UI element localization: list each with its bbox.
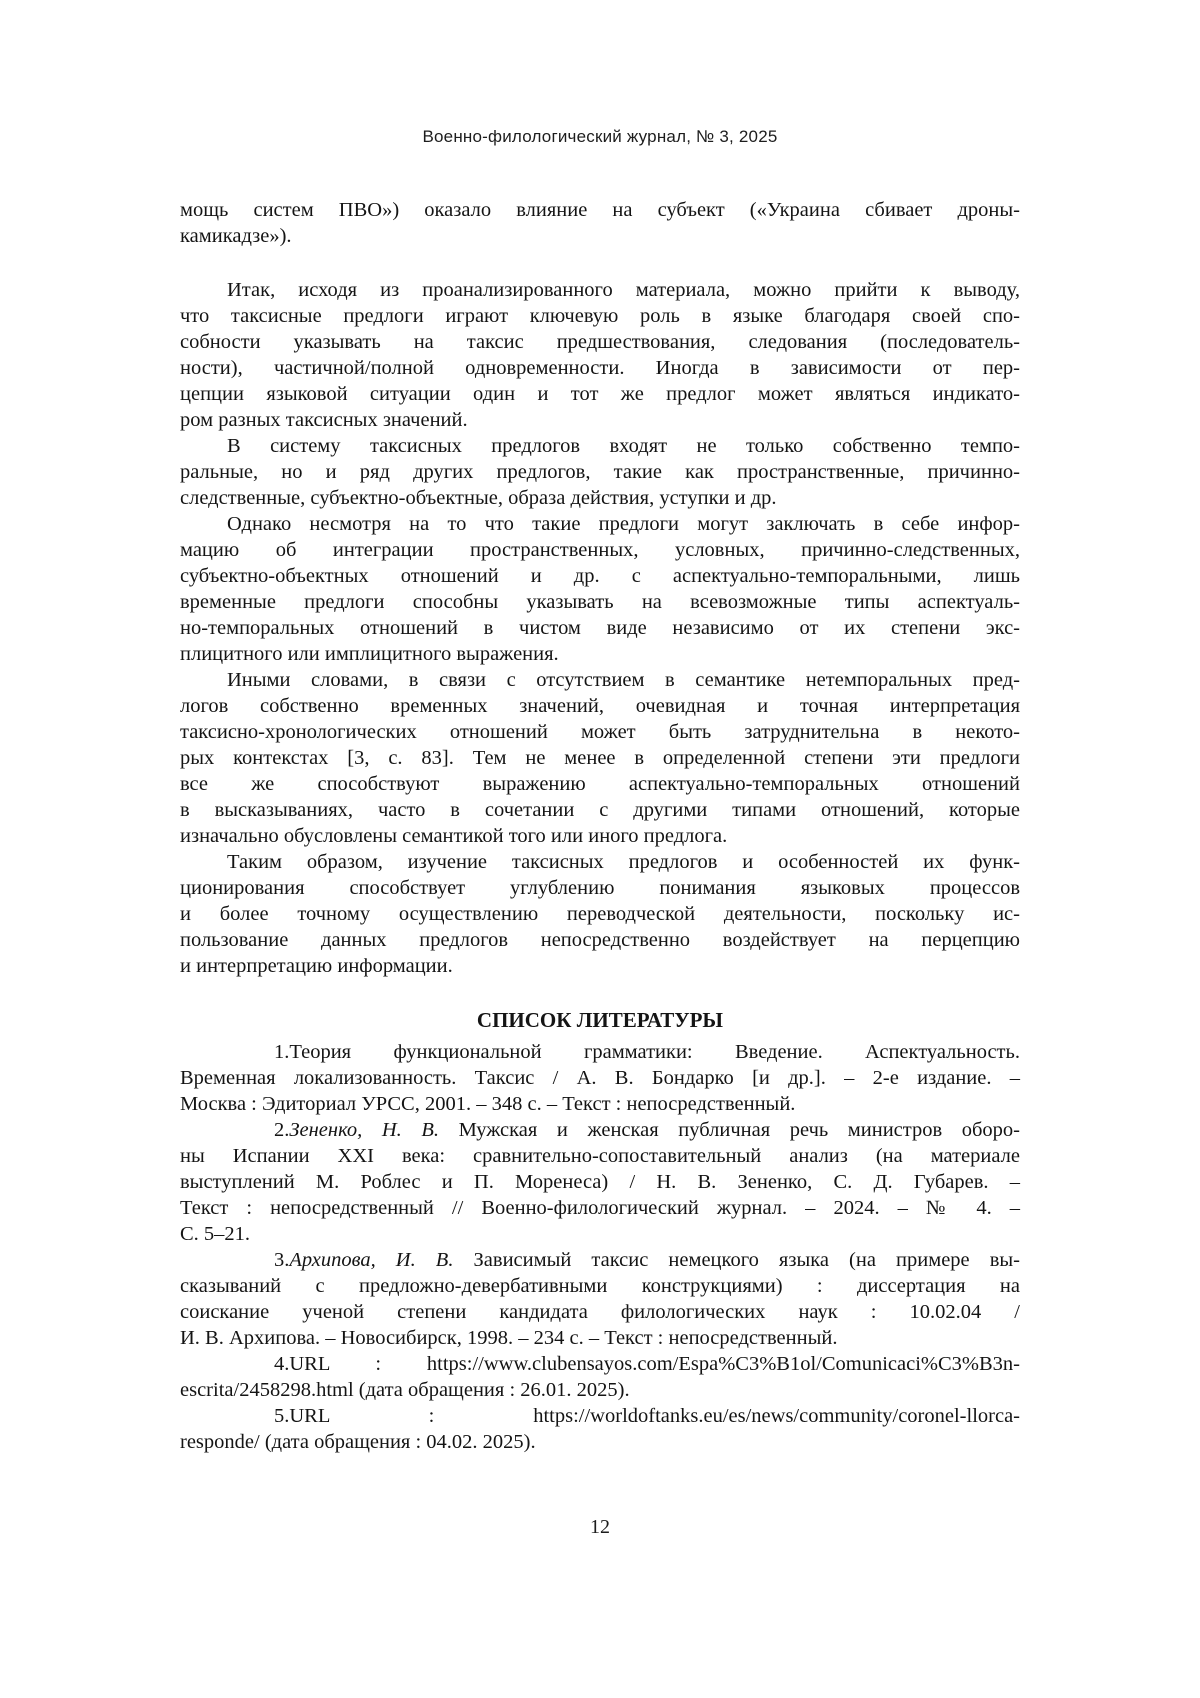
text-line: собности указывать на таксис предшествования, следования (последователь- bbox=[180, 331, 1020, 353]
running-header: Военно-филологический журнал, № 3, 2025 bbox=[422, 127, 778, 146]
reference-number: 4. bbox=[274, 1353, 290, 1375]
paragraph bbox=[180, 849, 1020, 979]
reference-item bbox=[180, 1247, 1020, 1351]
text-line: что таксисные предлоги играют ключевую роль в языке благодаря своей спо- bbox=[180, 305, 1020, 327]
text-line: escrita/2458298.html (дата обращения : 26.01. 2025). bbox=[180, 1379, 630, 1401]
text-line: Таким образом, изучение таксисных предлогов и особенностей их функ- bbox=[227, 851, 1020, 873]
text-line: Однако несмотря на то что такие предлоги могут заключать в себе инфор- bbox=[227, 513, 1020, 535]
reference-first-line: 4.URL : https://www.clubensayos.com/Espa%C3%B1ol/Comunicaci%C3%B3n- bbox=[180, 1351, 1020, 1377]
text-line: логов собственно временных значений, очевидная и точная интерпретация bbox=[180, 695, 1020, 717]
text-line: и интерпретацию информации. bbox=[180, 955, 453, 977]
text-line: мацию об интеграции пространственных, условных, причинно-следственных, bbox=[180, 539, 1020, 561]
text-line: но-темпоральных отношений в чистом виде независимо от их степени экс- bbox=[180, 617, 1020, 639]
text-line: ральные, но и ряд других предлогов, такие как пространственные, причинно- bbox=[180, 461, 1020, 483]
reference-author: Архипова, И. В. bbox=[289, 1249, 474, 1271]
reference-number: 5. bbox=[274, 1405, 290, 1427]
text-line: плицитного или имплицитного выражения. bbox=[180, 643, 559, 665]
paragraph bbox=[180, 197, 1020, 249]
text-line: И. В. Архипова. – Новосибирск, 1998. – 234 с. – Текст : непосредственный. bbox=[180, 1327, 838, 1349]
reference-number: 3. bbox=[274, 1249, 290, 1271]
article-content bbox=[180, 197, 1020, 1455]
paragraph bbox=[180, 277, 1020, 433]
text-line: Временная локализованность. Таксис / А. В. Бондарко [и др.]. – 2-е издание. – bbox=[180, 1067, 1020, 1089]
text-line: временные предлоги способны указывать на всевозможные типы аспектуаль- bbox=[180, 591, 1020, 613]
bibliography-list bbox=[180, 1039, 1020, 1455]
text-line: ционирования способствует углублению понимания языковых процессов bbox=[180, 877, 1020, 899]
text-line: все же способствуют выражению аспектуально-темпоральных отношений bbox=[180, 773, 1020, 795]
text-line: пользование данных предлогов непосредственно воздействует на перцепцию bbox=[180, 929, 1020, 951]
reference-number: 1. bbox=[274, 1041, 290, 1063]
text-line: изначально обусловлены семантикой того или иного предлога. bbox=[180, 825, 728, 847]
text-line: и более точному осуществлению переводческой деятельности, поскольку ис- bbox=[180, 903, 1020, 925]
text-line: в высказываниях, часто в сочетании с другими типами отношений, которые bbox=[180, 799, 1020, 821]
reference-first-line: 3.Архипова, И. В. Зависимый таксис немецкого языка (на примере вы- bbox=[180, 1247, 1020, 1273]
reference-first-line: 5.URL : https://worldoftanks.eu/es/news/community/coronel-llorca- bbox=[180, 1403, 1020, 1429]
bibliography-heading: СПИСОК ЛИТЕРАТУРЫ bbox=[476, 1008, 724, 1032]
reference-item bbox=[180, 1117, 1020, 1247]
text-line: сказываний с предложно-девербативными конструкциями) : диссертация на bbox=[180, 1275, 1020, 1297]
text-line: мощь систем ПВО») оказало влияние на субъект («Украина сбивает дроны- bbox=[180, 199, 1020, 221]
text-line: Итак, исходя из проанализированного материала, можно прийти к выводу, bbox=[227, 279, 1020, 301]
text-line: Москва : Эдиториал УРСС, 2001. – 348 с. – Текст : непосредственный. bbox=[180, 1093, 796, 1115]
text-line: цепции языковой ситуации один и тот же предлог может являться индикато- bbox=[180, 383, 1020, 405]
reference-item bbox=[180, 1039, 1020, 1117]
text-line: ром разных таксисных значений. bbox=[180, 409, 468, 431]
text-line: соискание ученой степени кандидата филологических наук : 10.02.04 / bbox=[180, 1301, 1020, 1323]
text-line: Текст : непосредственный // Военно-филологический журнал. – 2024. – № 4. – bbox=[180, 1197, 1020, 1219]
text-line: ности), частичной/полной одновременности. Иногда в зависимости от пер- bbox=[180, 357, 1020, 379]
text-line: Иными словами, в связи с отсутствием в семантике нетемпоральных пред- bbox=[227, 669, 1020, 691]
text-line: камикадзе»). bbox=[180, 225, 292, 247]
text-line: рых контекстах [3, с. 83]. Тем не менее в определенной степени эти предлоги bbox=[180, 747, 1020, 769]
text-line: responde/ (дата обращения : 04.02. 2025). bbox=[180, 1431, 536, 1453]
reference-first-line: 1.Теория функциональной грамматики: Введение. Аспектуальность. bbox=[180, 1039, 1020, 1065]
text-line: С. 5–21. bbox=[180, 1223, 251, 1245]
reference-first-line: 2.Зененко, Н. В. Мужская и женская публичная речь министров оборо- bbox=[180, 1117, 1020, 1143]
text-line: В систему таксисных предлогов входят не только собственно темпо- bbox=[227, 435, 1020, 457]
page-number: 12 bbox=[590, 1516, 610, 1538]
reference-item bbox=[180, 1403, 1020, 1455]
reference-author: Зененко, Н. В. bbox=[289, 1119, 459, 1141]
text-line: субъектно-объектных отношений и др. с аспектуально-темпоральными, лишь bbox=[180, 565, 1020, 587]
article-paragraphs bbox=[180, 197, 1020, 979]
text-line: следственные, субъектно-объектные, образа действия, уступки и др. bbox=[180, 487, 777, 509]
reference-number: 2. bbox=[274, 1119, 290, 1141]
reference-item bbox=[180, 1351, 1020, 1403]
text-line: ны Испании XXI века: сравнительно-сопоставительный анализ (на материале bbox=[180, 1145, 1020, 1167]
text-line: таксисно-хронологических отношений может быть затруднительна в некото- bbox=[180, 721, 1020, 743]
paragraph bbox=[180, 511, 1020, 667]
paragraph bbox=[180, 667, 1020, 849]
text-line: выступлений М. Роблес и П. Моренеса) / Н. В. Зененко, С. Д. Губарев. – bbox=[180, 1171, 1020, 1193]
paragraph bbox=[180, 433, 1020, 511]
